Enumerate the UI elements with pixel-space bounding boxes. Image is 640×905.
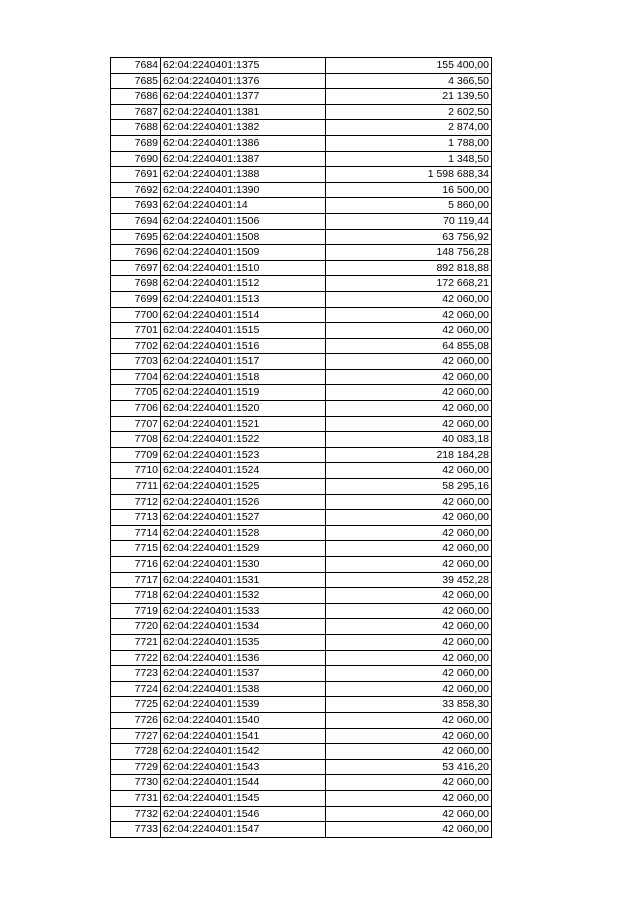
table-row (111, 260, 492, 276)
table-row (111, 104, 492, 120)
cadastral-number-cell: 62:04:2240401:1382 (161, 120, 326, 136)
cadastral-number-cell: 62:04:2240401:1506 (161, 213, 326, 229)
row-number-cell: 7700 (111, 307, 161, 323)
cadastral-number-cell: 62:04:2240401:1536 (161, 650, 326, 666)
row-number-cell: 7703 (111, 354, 161, 370)
cadastral-number-cell: 62:04:2240401:1530 (161, 557, 326, 573)
row-number-cell: 7719 (111, 603, 161, 619)
cadastral-number-cell: 62:04:2240401:1518 (161, 369, 326, 385)
row-number-cell: 7715 (111, 541, 161, 557)
cadastral-number-cell: 62:04:2240401:1547 (161, 822, 326, 838)
cadastral-number-cell: 62:04:2240401:1510 (161, 260, 326, 276)
row-number-cell: 7730 (111, 775, 161, 791)
table-row (111, 822, 492, 838)
table-row (111, 494, 492, 510)
cadastral-value-table (110, 57, 492, 838)
value-cell: 42 060,00 (326, 588, 492, 604)
table-row (111, 681, 492, 697)
cadastral-number-cell: 62:04:2240401:1546 (161, 806, 326, 822)
value-cell: 42 060,00 (326, 494, 492, 510)
table-row (111, 634, 492, 650)
value-cell: 42 060,00 (326, 681, 492, 697)
table-row (111, 323, 492, 339)
row-number-cell: 7699 (111, 291, 161, 307)
row-number-cell: 7696 (111, 245, 161, 261)
row-number-cell: 7728 (111, 744, 161, 760)
cadastral-number-cell: 62:04:2240401:1526 (161, 494, 326, 510)
row-number-cell: 7690 (111, 151, 161, 167)
row-number-cell: 7723 (111, 666, 161, 682)
table-row (111, 416, 492, 432)
row-number-cell: 7714 (111, 525, 161, 541)
cadastral-number-cell: 62:04:2240401:1375 (161, 58, 326, 74)
cadastral-number-cell: 62:04:2240401:1519 (161, 385, 326, 401)
table-row (111, 89, 492, 105)
cadastral-number-cell: 62:04:2240401:1520 (161, 401, 326, 417)
value-cell: 42 060,00 (326, 775, 492, 791)
value-cell: 148 756,28 (326, 245, 492, 261)
table-row (111, 728, 492, 744)
table-row (111, 479, 492, 495)
table-row (111, 213, 492, 229)
row-number-cell: 7721 (111, 634, 161, 650)
cadastral-number-cell: 62:04:2240401:1539 (161, 697, 326, 713)
table-row (111, 401, 492, 417)
value-cell: 42 060,00 (326, 557, 492, 573)
row-number-cell: 7693 (111, 198, 161, 214)
value-cell: 70 119,44 (326, 213, 492, 229)
row-number-cell: 7710 (111, 463, 161, 479)
cadastral-number-cell: 62:04:2240401:1377 (161, 89, 326, 105)
value-cell: 42 060,00 (326, 291, 492, 307)
value-cell: 40 083,18 (326, 432, 492, 448)
cadastral-number-cell: 62:04:2240401:1545 (161, 790, 326, 806)
value-cell: 42 060,00 (326, 385, 492, 401)
cadastral-number-cell: 62:04:2240401:1381 (161, 104, 326, 120)
value-cell: 1 598 688,34 (326, 167, 492, 183)
row-number-cell: 7701 (111, 323, 161, 339)
value-cell: 218 184,28 (326, 447, 492, 463)
value-cell: 42 060,00 (326, 650, 492, 666)
value-cell: 172 668,21 (326, 276, 492, 292)
value-cell: 42 060,00 (326, 822, 492, 838)
value-cell: 42 060,00 (326, 401, 492, 417)
cadastral-number-cell: 62:04:2240401:1517 (161, 354, 326, 370)
cadastral-number-cell: 62:04:2240401:1388 (161, 167, 326, 183)
row-number-cell: 7711 (111, 479, 161, 495)
table-row (111, 572, 492, 588)
table-row (111, 369, 492, 385)
table-row (111, 167, 492, 183)
cadastral-number-cell: 62:04:2240401:1535 (161, 634, 326, 650)
row-number-cell: 7685 (111, 73, 161, 89)
table-row (111, 790, 492, 806)
value-cell: 53 416,20 (326, 759, 492, 775)
table-row (111, 603, 492, 619)
row-number-cell: 7716 (111, 557, 161, 573)
value-cell: 155 400,00 (326, 58, 492, 74)
cadastral-number-cell: 62:04:2240401:1543 (161, 759, 326, 775)
table-row (111, 307, 492, 323)
cadastral-number-cell: 62:04:2240401:1521 (161, 416, 326, 432)
value-cell: 42 060,00 (326, 354, 492, 370)
cadastral-number-cell: 62:04:2240401:1386 (161, 135, 326, 151)
value-cell: 1 348,50 (326, 151, 492, 167)
table-row (111, 619, 492, 635)
table-row (111, 276, 492, 292)
row-number-cell: 7709 (111, 447, 161, 463)
cadastral-number-cell: 62:04:2240401:1515 (161, 323, 326, 339)
cadastral-number-cell: 62:04:2240401:1513 (161, 291, 326, 307)
row-number-cell: 7705 (111, 385, 161, 401)
value-cell: 42 060,00 (326, 712, 492, 728)
cadastral-number-cell: 62:04:2240401:1524 (161, 463, 326, 479)
value-cell: 42 060,00 (326, 416, 492, 432)
row-number-cell: 7697 (111, 260, 161, 276)
row-number-cell: 7695 (111, 229, 161, 245)
value-cell: 42 060,00 (326, 666, 492, 682)
cadastral-number-cell: 62:04:2240401:1525 (161, 479, 326, 495)
table-row (111, 58, 492, 74)
row-number-cell: 7713 (111, 510, 161, 526)
value-cell: 42 060,00 (326, 541, 492, 557)
value-cell: 2 874,00 (326, 120, 492, 136)
row-number-cell: 7726 (111, 712, 161, 728)
value-cell: 42 060,00 (326, 744, 492, 760)
value-cell: 42 060,00 (326, 323, 492, 339)
row-number-cell: 7704 (111, 369, 161, 385)
value-cell: 1 788,00 (326, 135, 492, 151)
row-number-cell: 7722 (111, 650, 161, 666)
row-number-cell: 7712 (111, 494, 161, 510)
table-row (111, 135, 492, 151)
cadastral-number-cell: 62:04:2240401:1529 (161, 541, 326, 557)
cadastral-number-cell: 62:04:2240401:14 (161, 198, 326, 214)
cadastral-number-cell: 62:04:2240401:1531 (161, 572, 326, 588)
table-body (111, 58, 492, 838)
table-row (111, 541, 492, 557)
table-row (111, 697, 492, 713)
value-cell: 58 295,16 (326, 479, 492, 495)
table-row (111, 354, 492, 370)
table-row (111, 806, 492, 822)
table-row (111, 182, 492, 198)
row-number-cell: 7706 (111, 401, 161, 417)
row-number-cell: 7686 (111, 89, 161, 105)
row-number-cell: 7687 (111, 104, 161, 120)
value-cell: 42 060,00 (326, 463, 492, 479)
value-cell: 5 860,00 (326, 198, 492, 214)
table-row (111, 447, 492, 463)
value-cell: 21 139,50 (326, 89, 492, 105)
table-row (111, 759, 492, 775)
value-cell: 42 060,00 (326, 634, 492, 650)
cadastral-number-cell: 62:04:2240401:1537 (161, 666, 326, 682)
value-cell: 2 602,50 (326, 104, 492, 120)
table-row (111, 666, 492, 682)
row-number-cell: 7733 (111, 822, 161, 838)
row-number-cell: 7689 (111, 135, 161, 151)
cadastral-number-cell: 62:04:2240401:1514 (161, 307, 326, 323)
row-number-cell: 7691 (111, 167, 161, 183)
cadastral-number-cell: 62:04:2240401:1522 (161, 432, 326, 448)
cadastral-number-cell: 62:04:2240401:1528 (161, 525, 326, 541)
table-row (111, 588, 492, 604)
table-row (111, 73, 492, 89)
table-row (111, 712, 492, 728)
value-cell: 42 060,00 (326, 510, 492, 526)
cadastral-number-cell: 62:04:2240401:1387 (161, 151, 326, 167)
row-number-cell: 7727 (111, 728, 161, 744)
value-cell: 42 060,00 (326, 369, 492, 385)
value-cell: 63 756,92 (326, 229, 492, 245)
table-row (111, 245, 492, 261)
value-cell: 42 060,00 (326, 806, 492, 822)
table-row (111, 525, 492, 541)
row-number-cell: 7724 (111, 681, 161, 697)
row-number-cell: 7688 (111, 120, 161, 136)
cadastral-number-cell: 62:04:2240401:1512 (161, 276, 326, 292)
cadastral-number-cell: 62:04:2240401:1541 (161, 728, 326, 744)
row-number-cell: 7725 (111, 697, 161, 713)
cadastral-number-cell: 62:04:2240401:1534 (161, 619, 326, 635)
value-cell: 64 855,08 (326, 338, 492, 354)
value-cell: 42 060,00 (326, 307, 492, 323)
row-number-cell: 7694 (111, 213, 161, 229)
cadastral-number-cell: 62:04:2240401:1516 (161, 338, 326, 354)
cadastral-number-cell: 62:04:2240401:1508 (161, 229, 326, 245)
row-number-cell: 7732 (111, 806, 161, 822)
table-row (111, 463, 492, 479)
table-row (111, 744, 492, 760)
row-number-cell: 7707 (111, 416, 161, 432)
cadastral-number-cell: 62:04:2240401:1390 (161, 182, 326, 198)
value-cell: 892 818,88 (326, 260, 492, 276)
cadastral-number-cell: 62:04:2240401:1542 (161, 744, 326, 760)
table-row (111, 198, 492, 214)
table-row (111, 120, 492, 136)
table-row (111, 432, 492, 448)
row-number-cell: 7717 (111, 572, 161, 588)
value-cell: 16 500,00 (326, 182, 492, 198)
value-cell: 42 060,00 (326, 603, 492, 619)
value-cell: 42 060,00 (326, 525, 492, 541)
table-row (111, 151, 492, 167)
cadastral-number-cell: 62:04:2240401:1533 (161, 603, 326, 619)
row-number-cell: 7702 (111, 338, 161, 354)
value-cell: 39 452,28 (326, 572, 492, 588)
row-number-cell: 7731 (111, 790, 161, 806)
value-cell: 33 858,30 (326, 697, 492, 713)
row-number-cell: 7692 (111, 182, 161, 198)
table-row (111, 229, 492, 245)
value-cell: 42 060,00 (326, 619, 492, 635)
table-row (111, 557, 492, 573)
table-row (111, 385, 492, 401)
cadastral-number-cell: 62:04:2240401:1538 (161, 681, 326, 697)
cadastral-number-cell: 62:04:2240401:1544 (161, 775, 326, 791)
cadastral-number-cell: 62:04:2240401:1509 (161, 245, 326, 261)
table-row (111, 510, 492, 526)
table-row (111, 338, 492, 354)
row-number-cell: 7729 (111, 759, 161, 775)
row-number-cell: 7698 (111, 276, 161, 292)
row-number-cell: 7718 (111, 588, 161, 604)
row-number-cell: 7708 (111, 432, 161, 448)
row-number-cell: 7684 (111, 58, 161, 74)
value-cell: 42 060,00 (326, 728, 492, 744)
row-number-cell: 7720 (111, 619, 161, 635)
cadastral-number-cell: 62:04:2240401:1540 (161, 712, 326, 728)
table-row (111, 775, 492, 791)
table-row (111, 291, 492, 307)
cadastral-number-cell: 62:04:2240401:1527 (161, 510, 326, 526)
value-cell: 42 060,00 (326, 790, 492, 806)
value-cell: 4 366,50 (326, 73, 492, 89)
cadastral-number-cell: 62:04:2240401:1376 (161, 73, 326, 89)
cadastral-number-cell: 62:04:2240401:1523 (161, 447, 326, 463)
cadastral-number-cell: 62:04:2240401:1532 (161, 588, 326, 604)
table-row (111, 650, 492, 666)
